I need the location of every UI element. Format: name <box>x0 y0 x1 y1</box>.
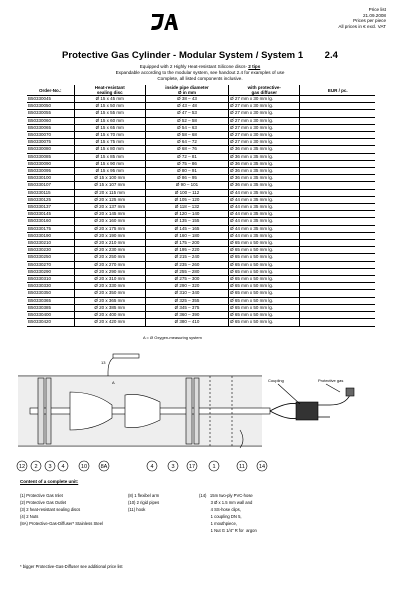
cell-pipe-diameter: Ø 275 – 300 <box>145 276 228 283</box>
cell-gas-diffuser: Ø 36 mm x 35 mm lg. <box>229 160 300 167</box>
content-item: (4) 2 Nuts <box>20 513 39 519</box>
cell-pipe-diameter: Ø 360 – 390 <box>145 312 228 319</box>
cell-pipe-diameter: Ø 118 – 132 <box>145 204 228 211</box>
content-title: Content of a complete unit: <box>20 479 79 484</box>
cell-pipe-diameter: Ø 175 – 200 <box>145 240 228 247</box>
sealing-disc-left <box>38 378 44 444</box>
cell-gas-diffuser: Ø 65 mm x 50 mm lg. <box>229 247 300 254</box>
cell-pipe-diameter: Ø 145 – 165 <box>145 225 228 232</box>
subtitle-text: Equipped with 2 Highly Heat-resistant Silicone discs- <box>139 64 249 69</box>
footnote: * bigger Protective-Gas-Diffuser see additional price list <box>20 564 123 569</box>
cell-order-no: B50330400 <box>27 312 74 319</box>
cell-order-no: B50330080 <box>27 146 74 153</box>
cell-gas-diffuser: Ø 65 mm x 50 mm lg. <box>229 283 300 290</box>
cell-gas-diffuser: Ø 65 mm x 50 mm lg. <box>229 312 300 319</box>
content-item: 1 Nut G 1/4" R for argon <box>199 527 257 533</box>
sealing-disc-right <box>186 378 192 444</box>
cell-order-no: B50330160 <box>27 218 74 225</box>
cell-sealing-disc: Ø 15 x 80 mm <box>74 146 145 153</box>
callout-number: 3 <box>48 464 52 470</box>
cell-gas-diffuser: Ø 36 mm x 35 mm lg. <box>229 175 300 182</box>
cell-pipe-diameter: Ø 160 – 180 <box>145 232 228 239</box>
cell-sealing-disc: Ø 15 x 90 mm <box>74 160 145 167</box>
subtitle-line-3: Complete, all listed components inclusive. <box>157 76 243 81</box>
cell-order-no: B50330175 <box>27 225 74 232</box>
callout-number: 11 <box>239 464 245 470</box>
cell-order-no: B50330085 <box>27 153 74 160</box>
cell-order-no: B50330115 <box>27 189 74 196</box>
cell-sealing-disc: Ø 20 x 365 mm <box>74 297 145 304</box>
content-item: (10) 2 rigid pipes <box>128 499 160 505</box>
cell-gas-diffuser: Ø 27 mm x 30 mm lg. <box>229 117 300 124</box>
col-header-pipe-diameter: inside pipe diameter Ø in mm <box>145 85 228 96</box>
cell-sealing-disc: Ø 20 x 210 mm <box>74 240 145 247</box>
cell-gas-diffuser: Ø 65 mm x 50 mm lg. <box>229 254 300 261</box>
content-item: (14) 15m two-ply PVC-hose <box>199 493 253 498</box>
content-item: (2) Protective Gas Outlet <box>20 499 67 505</box>
cell-sealing-disc: Ø 20 x 385 mm <box>74 304 145 311</box>
cell-gas-diffuser: Ø 44 mm x 35 mm lg. <box>229 204 300 211</box>
cell-pipe-diameter: Ø 135 – 155 <box>145 218 228 225</box>
label-13: 13 <box>101 360 106 365</box>
coupling-label: Coupling <box>268 378 284 383</box>
callout-number: 8A <box>100 464 108 470</box>
cell-order-no: B50330250 <box>27 254 74 261</box>
cell-sealing-disc: Ø 15 x 95 mm <box>74 168 145 175</box>
cell-gas-diffuser: Ø 44 mm x 35 mm lg. <box>229 218 300 225</box>
cell-pipe-diameter: Ø 345 – 375 <box>145 304 228 311</box>
cell-gas-diffuser: Ø 36 mm x 35 mm lg. <box>229 168 300 175</box>
content-item: 3 Ø x 1.5 mm wall and <box>199 499 253 505</box>
cell-sealing-disc: Ø 20 x 290 mm <box>74 268 145 275</box>
callout-number: 2 <box>34 464 38 470</box>
cell-gas-diffuser: Ø 44 mm x 35 mm lg. <box>229 189 300 196</box>
cell-gas-diffuser: Ø 27 mm x 30 mm lg. <box>229 96 300 103</box>
subtitle-emphasis: 2 tips <box>248 64 261 69</box>
cell-pipe-diameter: Ø 325 – 355 <box>145 297 228 304</box>
cell-gas-diffuser: Ø 36 mm x 35 mm lg. <box>229 146 300 153</box>
cell-order-no: B50330070 <box>27 132 74 139</box>
oxygen-label: A = Ø Oxygen-measuring system <box>143 335 202 340</box>
callout-numbers <box>17 461 267 471</box>
cell-order-no: B50330145 <box>27 211 74 218</box>
price-line: All prices in € excl. VAT <box>338 23 386 29</box>
cell-pipe-diameter: Ø 80 – 91 <box>145 168 228 175</box>
cell-pipe-diameter: Ø 54 – 63 <box>145 124 228 131</box>
content-col-3 <box>199 493 257 534</box>
cell-gas-diffuser: Ø 27 mm x 30 mm lg. <box>229 132 300 139</box>
content-item: 4 SS-hose clips, <box>199 506 241 512</box>
cell-order-no: B50330420 <box>27 319 74 326</box>
content-item: (1) Protective Gas Inlet <box>20 493 63 498</box>
cell-sealing-disc: Ø 20 x 400 mm <box>74 312 145 319</box>
cell-sealing-disc: Ø 15 x 60 mm <box>74 117 145 124</box>
cell-sealing-disc: Ø 20 x 270 mm <box>74 261 145 268</box>
protective-gas-label: Protective gas <box>318 378 344 383</box>
cell-sealing-disc: Ø 20 x 420 mm <box>74 319 145 326</box>
cell-sealing-disc: Ø 15 x 45 mm <box>74 96 145 103</box>
cell-pipe-diameter: Ø 86 – 95 <box>145 175 228 182</box>
cell-sealing-disc: Ø 20 x 190 mm <box>74 232 145 239</box>
price-line: 21.09.2008 <box>363 12 386 18</box>
cell-order-no: B50330090 <box>27 160 74 167</box>
content-item: (11) hook <box>128 506 146 512</box>
cell-gas-diffuser: Ø 36 mm x 35 mm lg. <box>229 153 300 160</box>
cell-gas-diffuser: Ø 44 mm x 35 mm lg. <box>229 232 300 239</box>
cell-gas-diffuser: Ø 27 mm x 30 mm lg. <box>229 124 300 131</box>
cell-order-no: B50330045 <box>27 96 74 103</box>
content-col-2 <box>128 493 159 514</box>
cell-gas-diffuser: Ø 27 mm x 30 mm lg. <box>229 110 300 117</box>
cell-sealing-disc: Ø 15 x 50 mm <box>74 103 145 110</box>
content-item: (8A) Protective-Gas-Diffuser* Stainless Steel <box>20 520 104 526</box>
cell-pipe-diameter: Ø 47 – 53 <box>145 110 228 117</box>
callout-number: 17 <box>188 464 196 470</box>
callout-number: 3 <box>171 464 175 470</box>
cell-order-no: B50330385 <box>27 304 74 311</box>
cell-sealing-disc: Ø 20 x 250 mm <box>74 254 145 261</box>
cell-order-no: B50330137 <box>27 204 74 211</box>
cell-sealing-disc: Ø 15 x 70 mm <box>74 132 145 139</box>
cell-order-no: B50330310 <box>27 276 74 283</box>
callout-number: 14 <box>258 464 266 470</box>
cell-order-no: B50330100 <box>27 175 74 182</box>
cell-sealing-disc: Ø 15 x 100 mm <box>74 175 145 182</box>
cell-order-no: B50330050 <box>27 103 74 110</box>
cell-gas-diffuser: Ø 65 mm x 50 mm lg. <box>229 304 300 311</box>
cell-gas-diffuser: Ø 44 mm x 35 mm lg. <box>229 225 300 232</box>
content-item: (3) 2 heat-resistant sealing discs <box>20 506 81 512</box>
cell-sealing-disc: Ø 20 x 175 mm <box>74 225 145 232</box>
cell-order-no: B50330330 <box>27 283 74 290</box>
cell-gas-diffuser: Ø 65 mm x 50 mm lg. <box>229 290 300 297</box>
cell-order-no: B50330125 <box>27 196 74 203</box>
cell-gas-diffuser: Ø 44 mm x 35 mm lg. <box>229 211 300 218</box>
cell-pipe-diameter: Ø 120 – 140 <box>145 211 228 218</box>
cell-sealing-disc: Ø 20 x 310 mm <box>74 276 145 283</box>
cell-sealing-disc: Ø 15 x 85 mm <box>74 153 145 160</box>
cell-order-no: B50330230 <box>27 247 74 254</box>
title-text: Protective Gas Cylinder - Modular System / System 1 <box>62 50 304 61</box>
subtitle-line-2: Expandable according to the modular system, see handout 2.4 for examples of use <box>115 70 285 75</box>
cell-order-no: B50330065 <box>27 124 74 131</box>
callout-number: 4 <box>150 464 154 470</box>
cell-gas-diffuser: Ø 65 mm x 50 mm lg. <box>229 268 300 275</box>
content-col-1 <box>20 493 103 528</box>
content-item: 1 mouthpiece, <box>199 520 237 526</box>
cell-gas-diffuser: Ø 65 mm x 50 mm lg. <box>229 297 300 304</box>
cell-order-no: B50330095 <box>27 168 74 175</box>
price-line: Prices per piece <box>353 18 386 24</box>
cell-order-no: B50330060 <box>27 117 74 124</box>
cell-pipe-diameter: Ø 52 – 58 <box>145 117 228 124</box>
cell-sealing-disc: Ø 20 x 330 mm <box>74 283 145 290</box>
cell-order-no: B50330190 <box>27 232 74 239</box>
cell-pipe-diameter: Ø 38 – 43 <box>145 96 228 103</box>
cell-order-no: B50330075 <box>27 139 74 146</box>
cell-order-no: B50330210 <box>27 240 74 247</box>
col-header-gas-diffuser: with protective- gas diffuser <box>229 85 300 96</box>
cell-pipe-diameter: Ø 195 – 220 <box>145 247 228 254</box>
callout-number: 4 <box>61 464 65 470</box>
cell-sealing-disc: Ø 20 x 160 mm <box>74 218 145 225</box>
cell-gas-diffuser: Ø 44 mm x 35 mm lg. <box>229 196 300 203</box>
col-header-sealing-disc: Heat-resistant sealing disc <box>74 85 145 96</box>
cell-sealing-disc: Ø 20 x 137 mm <box>74 204 145 211</box>
callout-number: 1 <box>212 464 216 470</box>
cell-order-no: B50330107 <box>27 182 74 189</box>
coupling <box>296 402 318 420</box>
cell-pipe-diameter: Ø 235 – 260 <box>145 261 228 268</box>
cell-gas-diffuser: Ø 27 mm x 30 mm lg. <box>229 103 300 110</box>
col-header-price: EUR / pc. <box>300 85 375 96</box>
cell-pipe-diameter: Ø 290 – 320 <box>145 283 228 290</box>
callout-number: 12 <box>18 464 26 470</box>
cell-gas-diffuser: Ø 27 mm x 30 mm lg. <box>229 139 300 146</box>
cell-pipe-diameter: Ø 90 – 101 <box>145 182 228 189</box>
cell-pipe-diameter: Ø 68 – 76 <box>145 146 228 153</box>
cell-sealing-disc: Ø 15 x 75 mm <box>74 139 145 146</box>
cell-gas-diffuser: Ø 36 mm x 35 mm lg. <box>229 182 300 189</box>
cell-sealing-disc: Ø 20 x 350 mm <box>74 290 145 297</box>
cell-pipe-diameter: Ø 105 – 120 <box>145 196 228 203</box>
cell-gas-diffuser: Ø 65 mm x 50 mm lg. <box>229 240 300 247</box>
cell-gas-diffuser: Ø 65 mm x 50 mm lg. <box>229 276 300 283</box>
content-item: (8) 1 flexibel arm <box>128 493 160 498</box>
cell-pipe-diameter: Ø 43 – 48 <box>145 103 228 110</box>
cell-order-no: B50330270 <box>27 261 74 268</box>
cell-gas-diffuser: Ø 65 mm x 50 mm lg. <box>229 319 300 326</box>
content-heading <box>20 478 78 485</box>
cell-pipe-diameter: Ø 100 – 112 <box>145 189 228 196</box>
cell-pipe-diameter: Ø 75 – 86 <box>145 160 228 167</box>
cell-sealing-disc: Ø 15 x 55 mm <box>74 110 145 117</box>
section-number: 2.4 <box>324 50 338 61</box>
cell-pipe-diameter: Ø 255 – 280 <box>145 268 228 275</box>
label-a: A <box>112 380 115 385</box>
callout-number: 10 <box>80 464 88 470</box>
cell-order-no: B50330350 <box>27 290 74 297</box>
cell-pipe-diameter: Ø 310 – 340 <box>145 290 228 297</box>
cell-sealing-disc: Ø 20 x 230 mm <box>74 247 145 254</box>
cell-pipe-diameter: Ø 72 – 81 <box>145 153 228 160</box>
cell-pipe-diameter: Ø 215 – 240 <box>145 254 228 261</box>
cell-sealing-disc: Ø 20 x 115 mm <box>74 189 145 196</box>
content-item: 1 coupling DN 5, <box>199 513 242 519</box>
cell-order-no: B50330290 <box>27 268 74 275</box>
cell-sealing-disc: Ø 15 x 107 mm <box>74 182 145 189</box>
cell-gas-diffuser: Ø 65 mm x 50 mm lg. <box>229 261 300 268</box>
cell-sealing-disc: Ø 20 x 145 mm <box>74 211 145 218</box>
cell-pipe-diameter: Ø 64 – 72 <box>145 139 228 146</box>
cell-sealing-disc: Ø 20 x 125 mm <box>74 196 145 203</box>
cell-sealing-disc: Ø 15 x 65 mm <box>74 124 145 131</box>
cell-pipe-diameter: Ø 380 – 410 <box>145 319 228 326</box>
cell-pipe-diameter: Ø 58 – 68 <box>145 132 228 139</box>
col-header-order-no: Order-No.: <box>27 85 74 96</box>
cell-order-no: B50330365 <box>27 297 74 304</box>
price-line: Price list <box>368 7 386 12</box>
cell-order-no: B50330055 <box>27 110 74 117</box>
